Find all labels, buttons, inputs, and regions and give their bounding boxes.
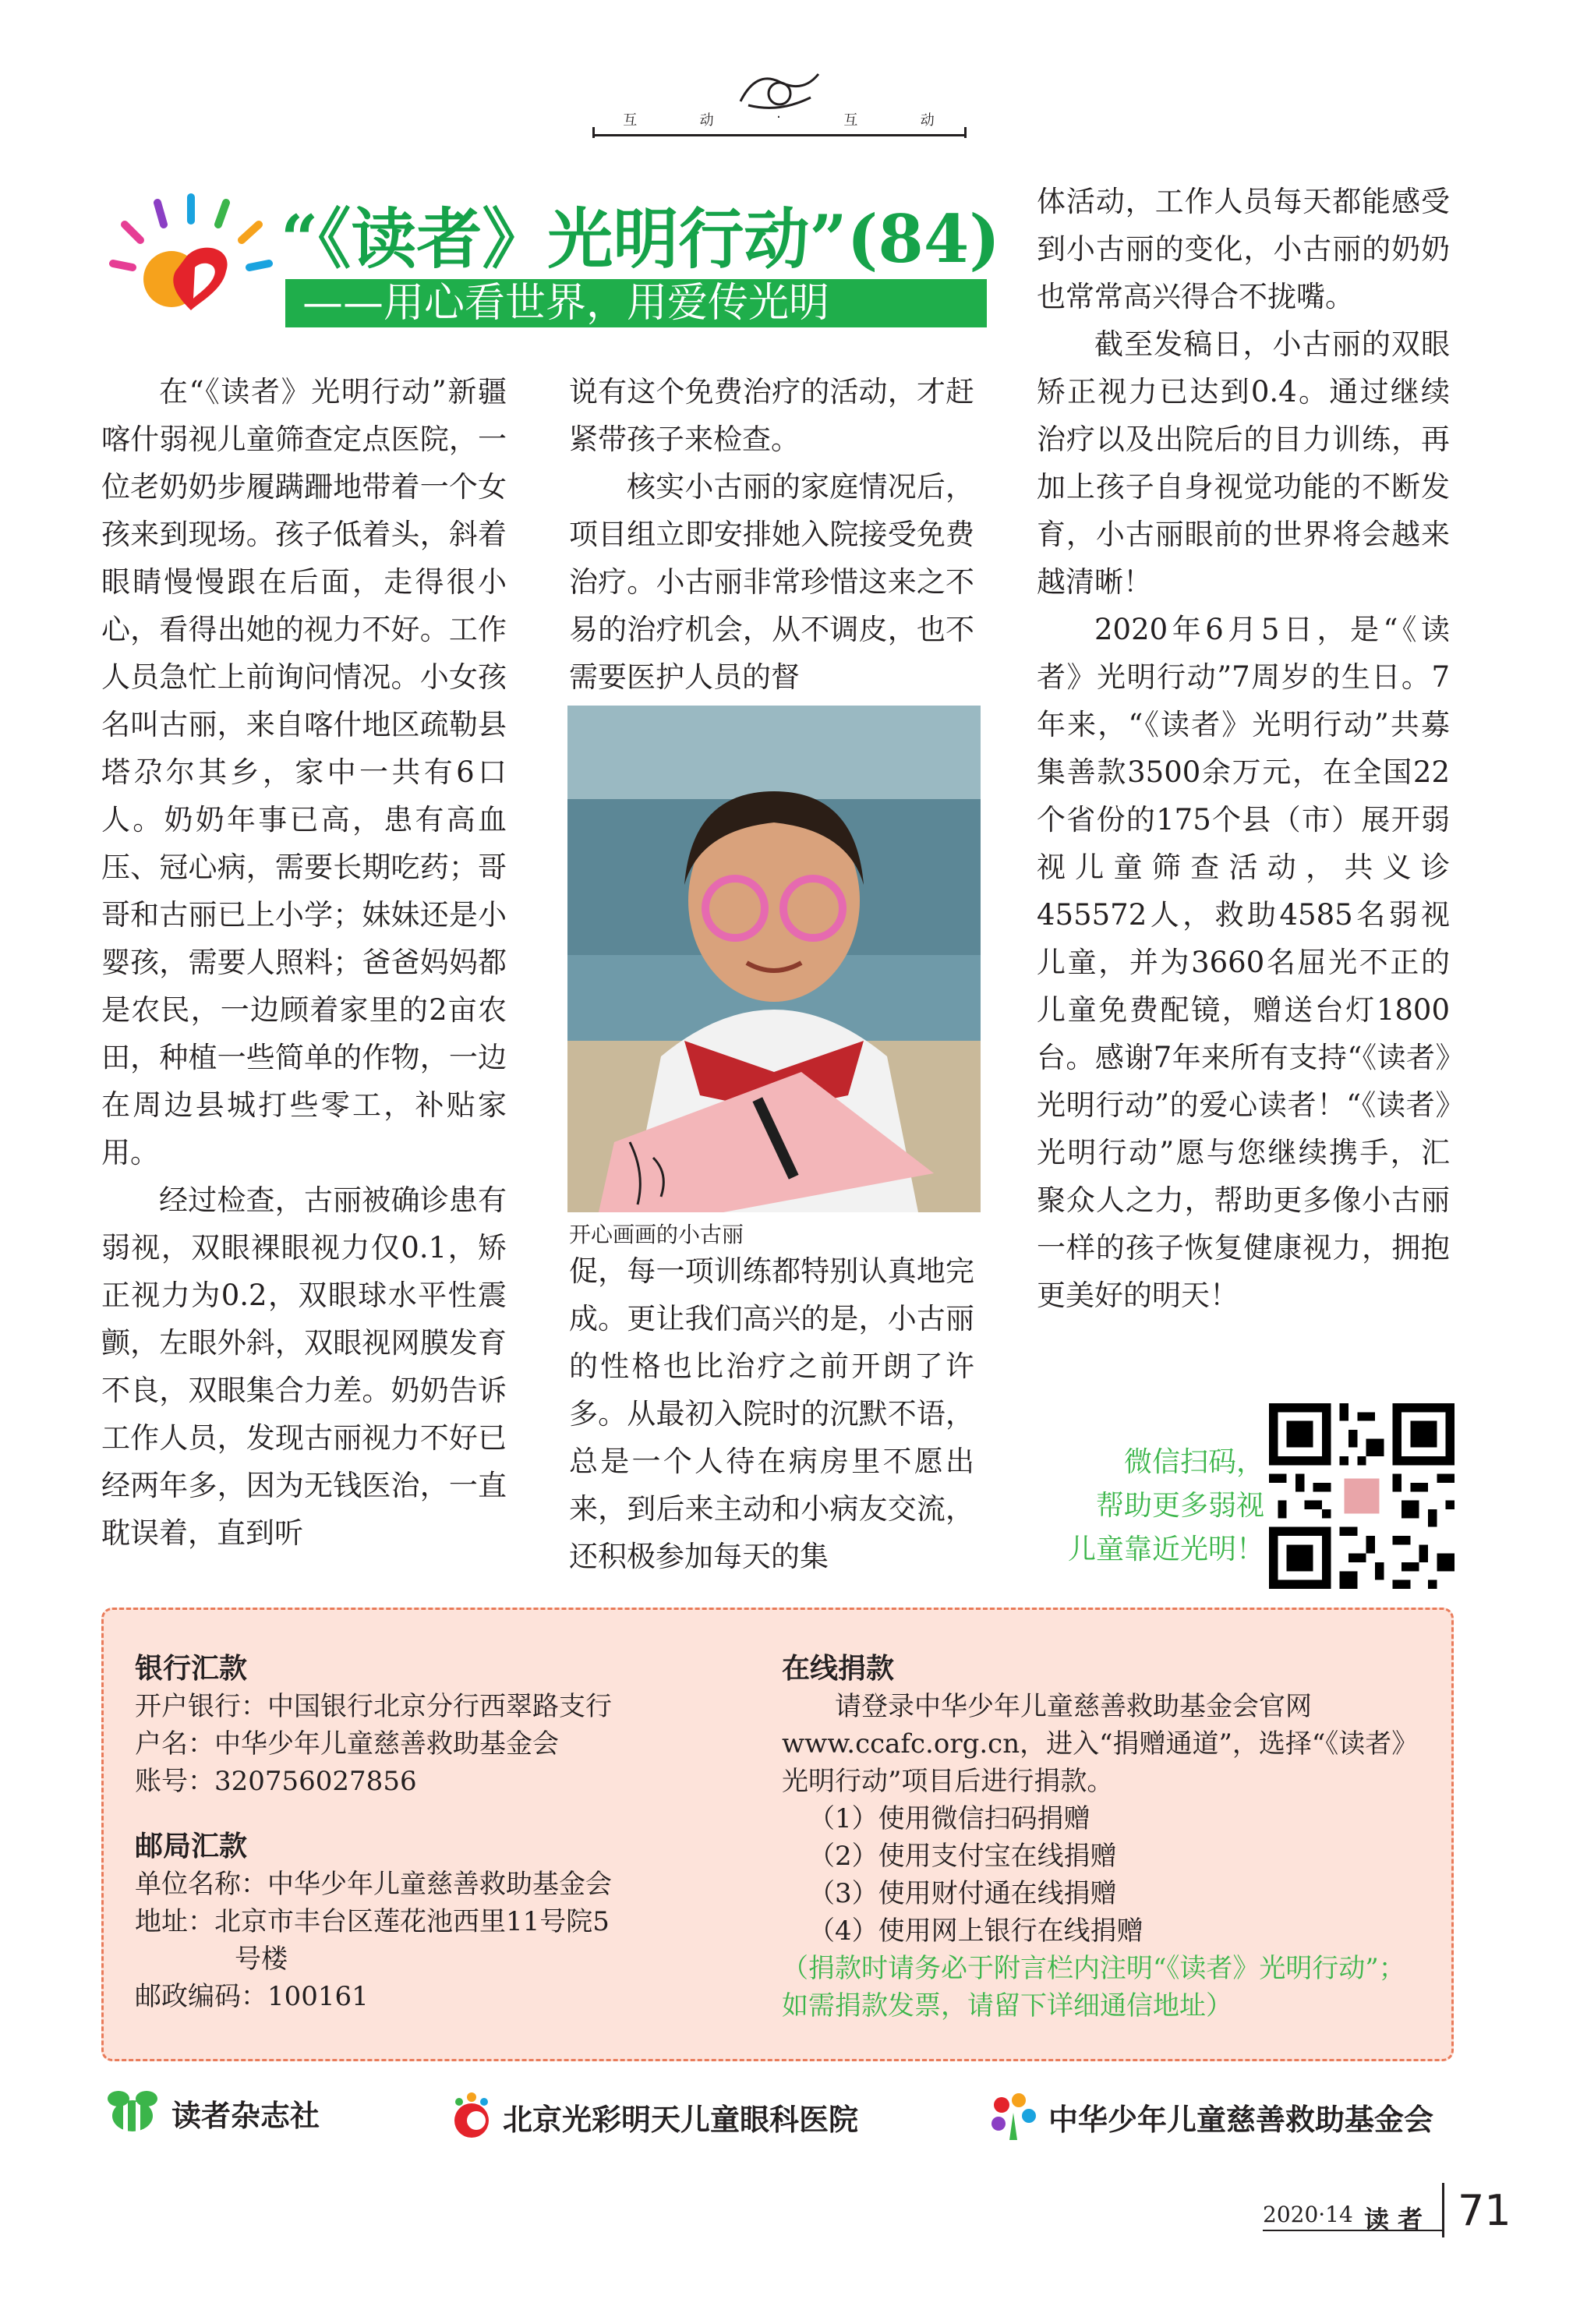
page-number: 71 xyxy=(1458,2186,1511,2235)
paragraph: 体活动，工作人员每天都能感受到小古丽的变化，小古丽的奶奶也常常高兴得合不拢嘴。 xyxy=(1037,185,1450,313)
article-photo xyxy=(567,706,981,1212)
page-footer xyxy=(1263,2186,1520,2237)
donation-info-box xyxy=(101,1608,1454,2061)
brand-logo-icon xyxy=(109,193,273,326)
online-donation-section: 在线捐款 请登录中华少年儿童慈善救助基金会官网www.ccafc.org.cn，进入“捐赠通道”，选择“《读者》光明行动”项目后进行捐款。 （1）使用微信扫码捐赠 （2）使用支付宝在线捐赠 （3）使用财付通在线捐赠 （4）使用网上银行在线捐赠 （捐款时请务必于附言栏内注明“《读者》光明行动”；如需捐款发票，请留下详细通信地址） xyxy=(782,1650,1421,2025)
hospital-logo-icon xyxy=(448,2089,495,2144)
article-subtitle: ——用心看世界，用爱传光明 xyxy=(285,279,987,327)
bee-logo-icon xyxy=(101,2089,164,2136)
org-hospital: 北京光彩明天儿童眼科医院 xyxy=(448,2089,858,2144)
paragraph: 说有这个免费治疗的活动，才赶紧带孩子来检查。 xyxy=(569,375,974,456)
wechat-qr-code[interactable] xyxy=(1269,1403,1455,1589)
donation-note: （捐款时请务必于附言栏内注明“《读者》光明行动”；如需捐款发票，请留下详细通信地址） xyxy=(782,1953,1405,2022)
magazine-name: 读 者 xyxy=(1364,2205,1423,2234)
bank-transfer-heading: 银行汇款 xyxy=(135,1653,248,1685)
bank-transfer-section: 银行汇款 开户银行：中国银行北京分行西翠路支行 户名：中华少年儿童慈善救助基金会 账号：320756027856 邮局汇款 单位名称：中华少年儿童慈善救助基金会 地址：北京市丰台区莲花池西里11号院5 号楼 邮政编码：100161 xyxy=(135,1650,774,2015)
article-column-2-top xyxy=(569,368,974,701)
paragraph: 经过检查，古丽被确诊患有弱视，双眼裸眼视力仅0.1，矫正视力为0.2，双眼球水平性震颤，左眼外斜，双眼视网膜发育不良，双眼集合力差。奶奶告诉工作人员，发现古丽视力不好已经两年多，因为无钱医治，一直耽误着，直到听 xyxy=(101,1183,507,1550)
article-column-2-bottom xyxy=(569,1247,974,1580)
section-header xyxy=(592,109,967,140)
qr-caption: 微信扫码， 帮助更多弱视 儿童靠近光明！ xyxy=(1067,1446,1264,1565)
org-duzhe: 读者杂志社 xyxy=(101,2089,320,2136)
photo-caption: 开心画画的小古丽 xyxy=(569,1222,744,1247)
foundation-logo-icon xyxy=(986,2089,1041,2144)
paragraph: 核实小古丽的家庭情况后，项目组立即安排她入院接受免费治疗。小古丽非常珍惜这来之不易的治疗机会，从不调皮，也不需要医护人员的督 xyxy=(569,470,974,694)
org-foundation: 中华少年儿童慈善救助基金会 xyxy=(986,2089,1433,2144)
article-column-3 xyxy=(1037,178,1450,1319)
section-label: 互 动 · 互 动 xyxy=(623,109,936,129)
online-donation-heading: 在线捐款 xyxy=(782,1653,895,1685)
paragraph: 促，每一项训练都特别认真地完成。更让我们高兴的是，小古丽的性格也比治疗之前开朗了许多。从最初入院时的沉默不语，总是一个人待在病房里不愿出来，到后来主动和小病友交流，还积极参加每天的集 xyxy=(569,1254,974,1573)
paragraph: 在“《读者》光明行动”新疆喀什弱视儿童筛查定点医院，一位老奶奶步履蹒跚地带着一个女孩来到现场。孩子低着头，斜着眼睛慢慢跟在后面，走得很小心，看得出她的视力不好。工作人员急忙上前询问情况。小女孩名叫古丽，来自喀什地区疏勒县塔尕尔其乡，家中一共有6口人。奶奶年事已高，患有高血压、冠心病，需要长期吃药；哥哥和古丽已上小学；妹妹还是小婴孩，需要人照料；爸爸妈妈都是农民，一边顾着家里的2亩农田，种植一些简单的作物，一边在周边县城打些零工，补贴家用。 xyxy=(101,375,507,1169)
article-title: “《读者》光明行动”(84) xyxy=(281,200,1001,278)
paragraph: 2020年6月5日，是“《读者》光明行动”7周岁的生日。7年来，“《读者》光明行动”共募集善款3500余万元，在全国22个省份的175个县（市）展开弱视儿童筛查活动，共义诊455572人，救助4585名弱视儿童，并为3660名屈光不正的儿童免费配镜，赠送台灯1800台。感谢7年来所有支持“《读者》光明行动”的爱心读者！“《读者》光明行动”愿与您继续携手，汇聚众人之力，帮助更多像小古丽一样的孩子恢复健康视力，拥抱更美好的明天！ xyxy=(1037,613,1450,1312)
issue-number: 2020·14 xyxy=(1263,2202,1353,2227)
paragraph: 截至发稿日，小古丽的双眼矫正视力已达到0.4。通过继续治疗以及出院后的目力训练，再加上孩子自身视觉功能的不断发育，小古丽眼前的世界将会越来越清晰！ xyxy=(1037,327,1450,599)
article-column-1 xyxy=(101,368,507,1557)
post-transfer-heading: 邮局汇款 xyxy=(135,1831,248,1862)
